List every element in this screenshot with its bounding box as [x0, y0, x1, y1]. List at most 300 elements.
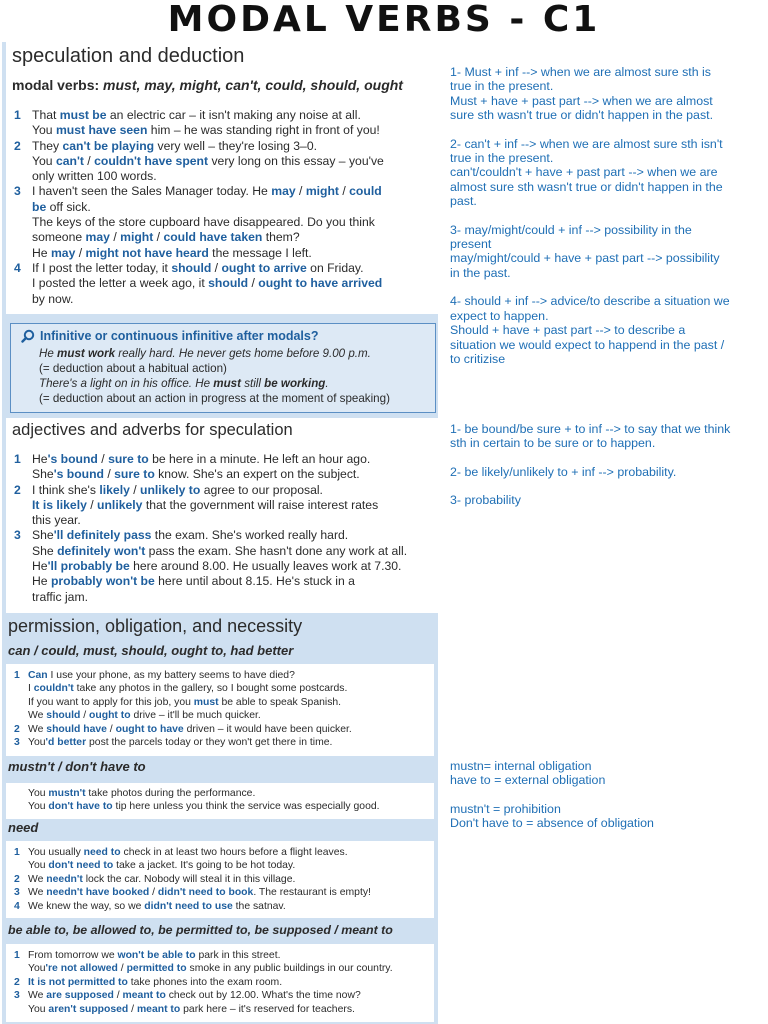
example-line: [28, 723, 430, 736]
text-run: We: [28, 873, 47, 885]
text-run: must work: [57, 347, 116, 360]
highlighted-phrase: needn't have booked: [46, 887, 150, 899]
text-run: You: [32, 153, 56, 168]
highlighted-phrase: 's bound: [53, 467, 104, 482]
example-line: [28, 1003, 430, 1016]
note-line: Should + have + past part --> to describe a: [450, 323, 686, 338]
infinitive-tip-box: [10, 323, 436, 413]
example-number: 2: [14, 482, 21, 497]
highlighted-phrase: don't have to: [48, 801, 113, 813]
highlighted-phrase: aren't supposed: [48, 1003, 129, 1015]
text-run: /: [128, 1003, 137, 1015]
note-paragraph: [450, 422, 762, 451]
mustnt-examples: [14, 787, 430, 814]
note-paragraph: [450, 65, 762, 123]
highlighted-phrase: ought to: [89, 710, 131, 722]
example-text: [32, 528, 434, 604]
highlighted-phrase: didn't need to book: [157, 887, 254, 899]
note-line: in the past.: [450, 265, 511, 280]
example-item: [14, 736, 430, 749]
tip-heading: [21, 329, 319, 343]
note-paragraph: [450, 223, 762, 281]
text-run: /: [97, 452, 109, 466]
example-item: [14, 452, 434, 483]
text-run: him – he was standing right in front of you!: [147, 123, 380, 138]
example-line: [28, 886, 430, 899]
example-text: [32, 184, 434, 260]
note-line: mustn= internal obligation: [450, 759, 592, 773]
notes-obligation: [450, 759, 762, 845]
text-run: /: [86, 497, 98, 512]
highlighted-phrase: might not have heard: [85, 245, 209, 260]
page-title: MODAL VERBS - C1: [167, 0, 601, 40]
example-line: [32, 498, 434, 513]
text-run: check in at least two hours before a flight leaves.: [120, 847, 348, 858]
example-item: [14, 846, 430, 873]
note-paragraph: [450, 759, 762, 788]
note-line: 4- should + inf --> advice/to describe a situation we: [450, 294, 730, 309]
text-run: They: [32, 138, 63, 153]
example-line: [28, 736, 430, 749]
text-run: an electric car – it isn't making any noise at all.: [106, 108, 361, 122]
sub-mustnt-text: mustn't / don't have to: [8, 759, 146, 774]
adjectives-card: [6, 418, 438, 613]
text-run: You: [32, 123, 56, 138]
text-run: really hard. He never gets home before 9.00 p.m.: [115, 347, 371, 360]
text-run: be here in a minute. He left an hour ago.: [148, 452, 371, 466]
text-run: agree to our proposal.: [200, 482, 323, 497]
highlighted-phrase: unlikely to: [140, 482, 201, 497]
note-line: 3- probability: [450, 493, 521, 508]
example-text: [28, 736, 430, 749]
note-line: mustn't = prohibition: [450, 801, 561, 816]
highlighted-phrase: may: [85, 230, 110, 245]
highlighted-phrase: It is not permitted to: [28, 976, 128, 988]
example-text: [32, 139, 434, 185]
speculation-subheading: [12, 77, 403, 93]
example-text: [28, 989, 430, 1016]
tip-line: [39, 346, 390, 361]
example-line: [28, 787, 430, 800]
mustnt-card: [6, 783, 434, 819]
able-card: [6, 944, 434, 1022]
highlighted-phrase: may: [50, 245, 76, 260]
example-line: [32, 452, 434, 467]
text-run: I use your phone, as my battery seems to have died?: [47, 670, 295, 681]
notes-speculation: [450, 65, 762, 380]
speculation-examples: [14, 108, 434, 307]
speculation-card: [6, 42, 438, 314]
text-run: take phones into the exam room.: [127, 976, 283, 988]
example-text: [32, 483, 434, 529]
permission-heading: permission, obligation, and necessity: [8, 616, 303, 636]
note-line: Must + have + past part --> when we are almost: [450, 93, 713, 108]
note-line: almost sure sth wasn't true or didn't happen in the: [450, 179, 723, 194]
text-run: the exam. She's worked really hard.: [151, 528, 349, 543]
text-run: We knew the way, so we: [28, 900, 145, 912]
modals-card: [6, 664, 434, 756]
text-run: /: [149, 887, 158, 899]
note-line: present: [450, 237, 492, 252]
text-run: this year.: [32, 513, 81, 528]
example-number: 3: [14, 990, 20, 1002]
text-run: by now.: [32, 291, 74, 306]
text-run: We: [28, 723, 47, 735]
highlighted-phrase: 'll definitely pass: [53, 528, 152, 543]
highlighted-phrase: unlikely: [97, 497, 143, 512]
note-line: 1- be bound/be sure + to inf --> to say that we think: [450, 422, 731, 436]
example-item: [14, 184, 434, 260]
text-run: here until about 8.15. He's stuck in a: [154, 574, 355, 589]
text-run: You usually: [28, 847, 84, 858]
highlighted-phrase: need to: [83, 847, 121, 858]
example-number: 3: [14, 737, 20, 749]
example-line: [28, 976, 430, 989]
text-run: If I post the letter today, it: [32, 260, 172, 275]
note-paragraph: [450, 493, 762, 507]
example-line: [28, 989, 430, 1002]
example-line: [28, 682, 430, 695]
tip-line: [39, 391, 390, 406]
highlighted-phrase: permitted to: [126, 963, 187, 975]
note-line: 2- can't + inf --> when we are almost sure sth isn't: [450, 136, 723, 151]
example-line: [28, 669, 430, 682]
highlighted-phrase: ought to have arrived: [258, 276, 383, 291]
example-line: [32, 123, 434, 138]
text-run: You: [28, 860, 49, 872]
highlighted-phrase: should have: [46, 723, 107, 735]
text-run: them?: [262, 230, 300, 245]
text-run: You: [28, 1003, 49, 1015]
example-number: 4: [14, 260, 21, 275]
tip-body: [39, 346, 390, 406]
highlighted-phrase: may: [271, 184, 296, 199]
need-card: [6, 841, 434, 918]
highlighted-phrase: meant to: [136, 1003, 181, 1015]
text-run: still: [240, 377, 265, 390]
highlighted-phrase: might: [120, 230, 154, 245]
highlighted-phrase: should: [171, 260, 212, 275]
example-text: [28, 900, 430, 913]
note-line: sure sth wasn't true or didn't happen in the past.: [450, 108, 714, 123]
highlighted-phrase: ought to have: [115, 723, 184, 735]
text-run: He: [32, 452, 48, 466]
text-run: check out by 12.00. What's the time now?: [165, 990, 361, 1002]
text-run: /: [113, 990, 123, 1002]
text-run: I posted the letter a week ago, it: [32, 276, 209, 291]
example-line: [32, 261, 434, 276]
permission-sub-able: [8, 923, 393, 937]
highlighted-phrase: must have seen: [55, 123, 148, 138]
text-run: /: [248, 276, 259, 291]
text-run: know. She's an expert on the subject.: [154, 467, 360, 482]
permission-sub-need: [8, 820, 38, 835]
text-run: I haven't seen the Sales Manager today. He: [32, 184, 272, 199]
example-item: [14, 989, 430, 1016]
example-number: 3: [14, 528, 21, 543]
text-run: He: [32, 574, 51, 589]
text-run: here around 8.00. He usually leaves work at 7.30.: [129, 559, 402, 574]
text-run: that the government will raise interest rates: [142, 497, 379, 512]
note-line: can't/couldn't + have + past part --> when we are: [450, 165, 718, 180]
highlighted-phrase: probably won't be: [50, 574, 155, 589]
text-run: the message I left.: [208, 245, 312, 260]
example-line: [32, 154, 434, 169]
text-run: There's a light on in his office. He: [39, 377, 214, 390]
text-run: take photos during the performance.: [85, 788, 256, 799]
text-run: take a jacket. It's going to be hot today.: [113, 860, 296, 872]
text-run: He: [32, 559, 48, 574]
text-run: off sick.: [46, 199, 91, 214]
text-run: very well – they're losing 3–0.: [154, 138, 317, 153]
example-item: [14, 873, 430, 886]
tip-heading-text: Infinitive or continuous infinitive after modals?: [40, 329, 319, 343]
highlighted-phrase: won't be able to: [117, 950, 196, 961]
example-line: [32, 215, 434, 230]
highlighted-phrase: should: [208, 276, 249, 291]
notes-adjectives: [450, 422, 762, 522]
example-line: [32, 276, 434, 291]
text-run: If you want to apply for this job, you: [28, 696, 194, 708]
example-text: [28, 787, 430, 814]
note-line: to critizise: [450, 351, 506, 366]
text-run: someone: [32, 230, 86, 245]
text-run: From tomorrow we: [28, 950, 118, 961]
text-run: The keys of the store cupboard have disappeared. Do you think: [32, 215, 375, 230]
text-run: lock the car. Nobody will steal it in this village.: [82, 873, 296, 885]
text-run: /: [117, 963, 127, 975]
highlighted-phrase: likely: [99, 482, 130, 497]
example-line: [32, 139, 434, 154]
example-line: [32, 483, 434, 498]
highlighted-phrase: are supposed: [46, 990, 114, 1002]
tip-line: [39, 361, 390, 376]
note-paragraph: [450, 465, 762, 479]
example-number: [14, 787, 28, 814]
example-line: [28, 800, 430, 813]
highlighted-phrase: couldn't: [33, 683, 74, 695]
text-run: pass the exam. She hasn't done any work at all.: [145, 543, 408, 558]
example-line: [32, 230, 434, 245]
example-number: 1: [14, 670, 20, 681]
text-run: (= deduction about an action in progress at the moment of speaking): [39, 392, 390, 405]
highlighted-phrase: could have taken: [163, 230, 263, 245]
text-run: That: [32, 108, 60, 122]
text-run: /: [80, 710, 90, 722]
text-run: /: [295, 184, 306, 199]
note-line: 1- Must + inf --> when we are almost sure sth is: [450, 65, 711, 79]
text-run: .: [325, 377, 329, 390]
example-text: [28, 723, 430, 736]
highlighted-phrase: 're not allowed: [45, 963, 118, 975]
note-paragraph: [450, 802, 762, 831]
example-line: [28, 846, 430, 859]
highlighted-phrase: It is likely: [32, 497, 87, 512]
example-line: [28, 962, 430, 975]
example-item: [14, 949, 430, 976]
example-text: [28, 886, 430, 899]
highlighted-phrase: didn't need to use: [144, 900, 233, 912]
note-paragraph: [450, 294, 762, 366]
note-line: sth in certain to be sure or to happen.: [450, 436, 656, 451]
example-number: 2: [14, 873, 20, 885]
text-run: /: [75, 245, 86, 260]
highlighted-phrase: don't need to: [48, 860, 114, 872]
adjectives-examples: [14, 452, 434, 605]
example-number: 3: [14, 887, 20, 899]
note-line: situation we would expect to happend in the past /: [450, 337, 725, 352]
highlighted-phrase: must: [193, 696, 219, 708]
example-item: [14, 787, 430, 814]
permission-sub-mustnt: [8, 759, 146, 774]
subheading-list: must, may, might, can't, could, should, ought: [103, 77, 403, 93]
note-line: have to = external obligation: [450, 773, 606, 788]
text-run: You: [28, 737, 46, 749]
highlighted-phrase: can't: [55, 153, 84, 168]
text-run: take any photos in the gallery, so I bought some postcards.: [73, 683, 348, 695]
note-line: true in the present.: [450, 79, 554, 94]
example-item: [14, 976, 430, 989]
note-line: Don't have to = absence of obligation: [450, 816, 654, 831]
text-run: He: [39, 347, 58, 360]
example-line: [28, 859, 430, 872]
example-number: 2: [14, 976, 20, 988]
example-number: 4: [14, 900, 20, 912]
sub-need-text: need: [8, 820, 39, 835]
highlighted-phrase: meant to: [122, 990, 166, 1002]
example-text: [32, 108, 434, 139]
example-item: [14, 108, 434, 139]
note-line: 2- be likely/unlikely to + inf --> probability.: [450, 464, 677, 479]
example-line: [32, 559, 434, 574]
permission-sub-modals: [8, 643, 293, 658]
example-item: [14, 261, 434, 307]
example-line: [32, 169, 434, 184]
highlighted-phrase: can't be playing: [62, 138, 155, 153]
text-run: . The restaurant is empty!: [253, 887, 371, 899]
tip-line: [39, 376, 390, 391]
note-line: expect to happen.: [450, 308, 549, 323]
highlighted-phrase: needn't: [46, 873, 83, 885]
text-run: You: [28, 801, 49, 813]
text-run: /: [211, 260, 222, 275]
example-line: [32, 246, 434, 261]
example-item: [14, 669, 430, 723]
text-run: smoke in any public buildings in our country.: [186, 963, 393, 975]
note-line: past.: [450, 194, 477, 209]
text-run: She: [32, 467, 54, 482]
highlighted-phrase: could: [349, 184, 382, 199]
highlighted-phrase: might: [305, 184, 339, 199]
example-number: 2: [14, 138, 21, 153]
highlighted-phrase: 'd better: [45, 737, 87, 749]
text-run: /: [103, 467, 115, 482]
text-run: be able to speak Spanish.: [218, 696, 342, 708]
speculation-heading: speculation and deduction: [12, 45, 245, 67]
text-run: be working: [264, 377, 326, 390]
example-line: [32, 513, 434, 528]
textbook-page: [2, 42, 438, 1024]
modals-examples: [14, 669, 430, 749]
text-run: She: [32, 543, 58, 558]
highlighted-phrase: couldn't have spent: [94, 153, 209, 168]
example-item: [14, 900, 430, 913]
text-run: /: [153, 230, 164, 245]
example-text: [28, 846, 430, 873]
sub-able-text: be able to, be allowed to, be permitted to, be supposed / meant to: [8, 923, 393, 937]
example-item: [14, 139, 434, 185]
text-run: /: [109, 230, 121, 245]
sub-modals-text: can / could, must, should, ought to, had better: [8, 643, 294, 658]
example-line: [32, 292, 434, 307]
highlighted-phrase: mustn't: [48, 788, 86, 799]
text-run: tip here unless you think the service was especially good.: [112, 801, 380, 813]
text-run: park here – it's reserved for teachers.: [180, 1003, 355, 1015]
example-line: [32, 590, 434, 605]
example-line: [28, 949, 430, 962]
highlighted-phrase: definitely won't: [57, 543, 146, 558]
example-item: [14, 886, 430, 899]
highlighted-phrase: should: [46, 710, 81, 722]
example-text: [28, 949, 430, 976]
example-text: [28, 873, 430, 886]
highlighted-phrase: ought to arrive: [221, 260, 307, 275]
text-run: He: [32, 245, 51, 260]
note-paragraph: [450, 137, 762, 209]
text-run: We: [28, 887, 47, 899]
example-line: [32, 574, 434, 589]
text-run: on Friday.: [306, 260, 364, 275]
example-line: [32, 544, 434, 559]
example-text: [28, 976, 430, 989]
example-line: [32, 200, 434, 215]
example-item: [14, 483, 434, 529]
text-run: driven – it would have been quicker.: [183, 723, 352, 735]
text-run: I: [28, 683, 34, 695]
text-run: You: [28, 963, 46, 975]
text-run: must: [213, 377, 241, 390]
highlighted-phrase: 's bound: [47, 452, 98, 466]
highlighted-phrase: be: [32, 199, 47, 214]
highlighted-phrase: sure to: [114, 467, 155, 482]
able-examples: [14, 949, 430, 1016]
example-line: [28, 900, 430, 913]
example-number: 2: [14, 723, 20, 735]
text-run: drive – it'll be much quicker.: [130, 710, 261, 722]
example-line: [28, 873, 430, 886]
example-line: [32, 184, 434, 199]
note-line: 3- may/might/could + inf --> possibility in the: [450, 222, 692, 237]
text-run: (= deduction about a habitual action): [39, 362, 227, 375]
example-line: [32, 528, 434, 543]
text-run: very long on this essay – you've: [208, 153, 384, 168]
example-line: [32, 108, 434, 123]
example-number: 3: [14, 184, 21, 199]
example-text: [32, 261, 434, 307]
text-run: only written 100 words.: [32, 169, 157, 184]
need-examples: [14, 846, 430, 913]
text-run: I think she's: [32, 482, 100, 497]
example-text: [32, 452, 434, 483]
note-line: true in the present.: [450, 151, 554, 166]
example-item: [14, 528, 434, 604]
text-run: /: [83, 153, 95, 168]
highlighted-phrase: 'll probably be: [47, 559, 130, 574]
example-line: [28, 709, 430, 722]
example-number: 1: [14, 452, 21, 466]
text-run: post the parcels today or they won't get there in time.: [86, 737, 333, 749]
text-run: We: [28, 990, 47, 1002]
